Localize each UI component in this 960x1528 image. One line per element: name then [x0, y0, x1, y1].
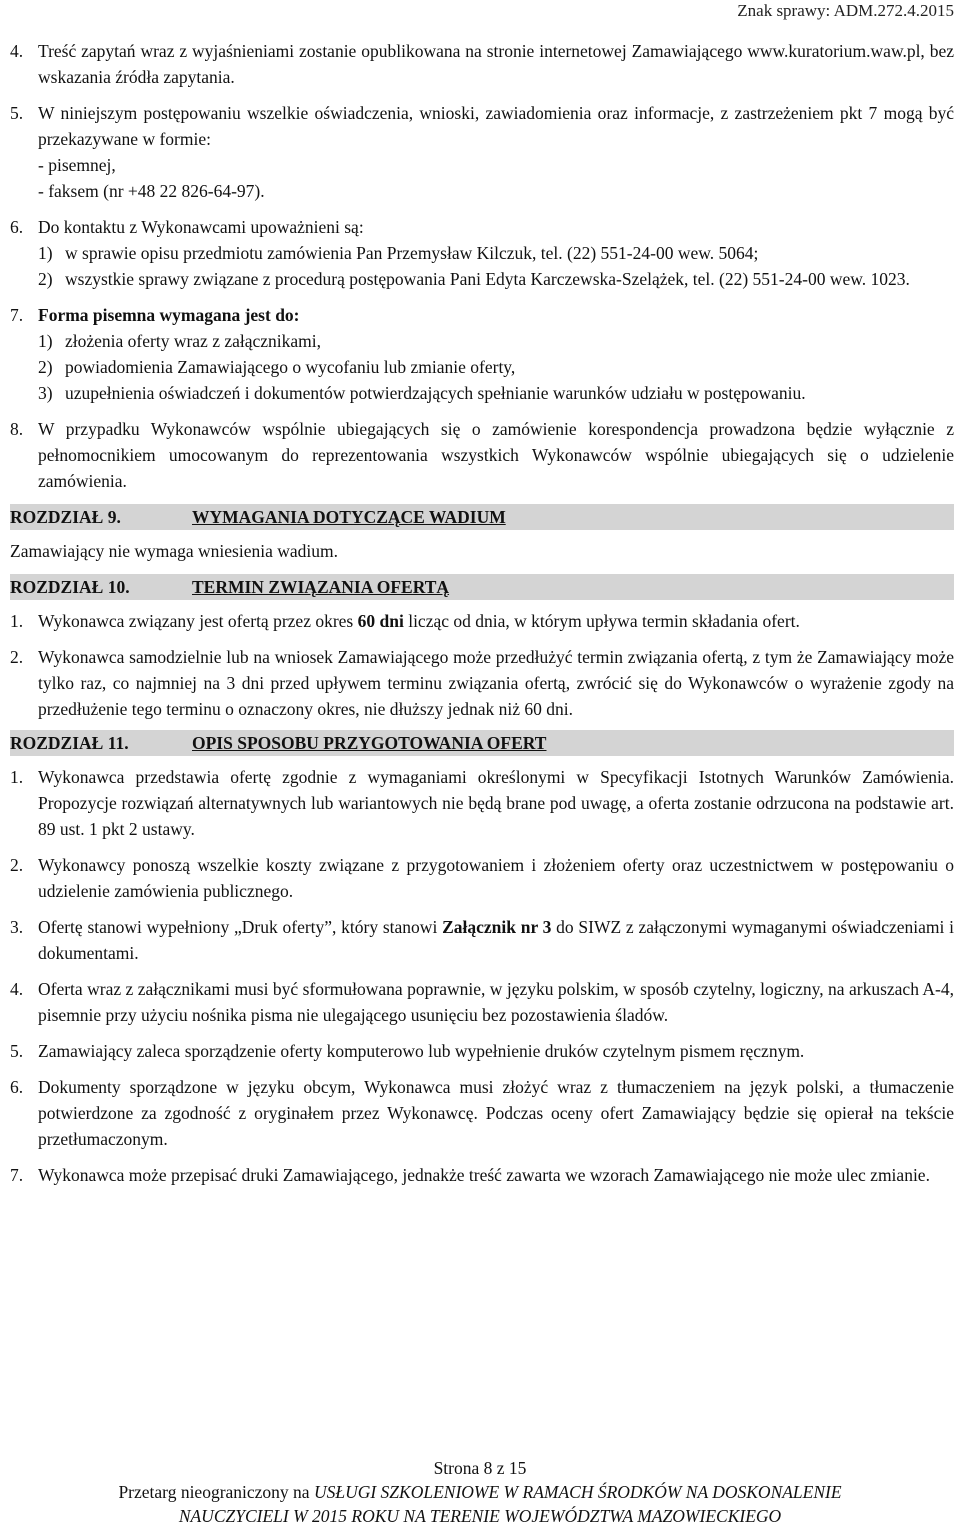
item-number: 3. [10, 917, 24, 937]
footer-line-2: NAUCZYCIELI W 2015 ROKU NA TERENIE WOJEWÓDZTWA MAZOWIECKIEGO [178, 1506, 782, 1526]
sub-item-text: powiadomienia Zamawiającego o wycofaniu lub zmianie oferty, [65, 357, 516, 377]
list-item [10, 644, 954, 722]
list-item [10, 1162, 954, 1188]
item-line: - faksem (nr +48 22 826-64-97). [38, 181, 265, 201]
item-number: 6. [10, 217, 24, 237]
bold-term: 60 dni [357, 611, 404, 631]
item-text: W przypadku Wykonawców wspólnie ubiegających się o zamówienie korespondencja prowadzona będzie wyłącznie z pełnomocnikiem umocowanym do reprezentowania wszystkich Wykonawców wspólnie ubiegających się o udzielenie zamówienia. [38, 419, 954, 491]
sub-item-text: złożenia oferty wraz z załącznikami, [65, 331, 322, 351]
item-text: Zamawiający zaleca sporządzenie oferty komputerowo lub wypełnienie druków czytelnym pismem ręcznym. [38, 1041, 805, 1061]
item-number: 7. [10, 305, 24, 325]
footer-line-1: Przetarg nieograniczony na USŁUGI SZKOLENIOWE W RAMACH ŚRODKÓW NA DOSKONALENIE [118, 1482, 842, 1502]
item-text: Wykonawca związany jest ofertą przez okres 60 dni licząc od dnia, w którym upływa termin składania ofert. [38, 611, 800, 631]
item-text: Dokumenty sporządzone w języku obcym, Wykonawca musi złożyć wraz z tłumaczeniem na język polski, a tłumaczenie potwierdzone za zgodność z oryginałem przez Wykonawcę. Podczas oceny ofert Zamawiający będzie się opierał na tekście przetłumaczonym. [38, 1077, 954, 1149]
bold-term: Załącznik nr 3 [442, 917, 552, 937]
item-text: W niniejszym postępowaniu wszelkie oświadczenia, wnioski, zawiadomienia oraz informacje, z zastrzeżeniem pkt 7 mogą być przekazywane w formie: [38, 103, 954, 149]
sub-item-text: w sprawie opisu przedmiotu zamówienia Pan Przemysław Kilczuk, tel. (22) 551-24-00 wew. 5064; [65, 243, 759, 263]
list-item [10, 852, 954, 904]
sub-item-number: 3) [38, 383, 53, 403]
chapter-title: WYMAGANIA DOTYCZĄCE WADIUM [192, 507, 506, 527]
item-text: Wykonawca samodzielnie lub na wniosek Zamawiającego może przedłużyć termin związania ofertą, z tym że Zamawiający może tylko raz, co najmniej na 3 dni przed upływem terminu związania ofertą, zwrócić się do Wykonawców o wyrażenie zgody na przedłużenie tego terminu o oznaczony okres, nie dłuższy jednak niż 60 dni. [38, 647, 954, 719]
item-number: 5. [10, 103, 24, 123]
item-number: 8. [10, 419, 24, 439]
item-text: Do kontaktu z Wykonawcami upoważnieni są: [38, 217, 364, 237]
list-item [10, 914, 954, 966]
item-number: 4. [10, 41, 24, 61]
page-number: Strona 8 z 15 [433, 1458, 527, 1478]
list-item [10, 100, 954, 204]
item-number: 2. [10, 855, 24, 875]
sub-item-number: 2) [38, 269, 53, 289]
chapter-heading [10, 574, 954, 600]
item-number: 5. [10, 1041, 24, 1061]
item-number: 4. [10, 979, 24, 999]
item-number: 2. [10, 647, 24, 667]
item-text: Ofertę stanowi wypełniony „Druk oferty”, który stanowi Załącznik nr 3 do SIWZ z załączonymi wymaganymi oświadczeniami i dokumentami. [38, 917, 954, 963]
chapter-number: ROZDZIAŁ 10. [10, 577, 130, 597]
list-item [10, 214, 954, 292]
sub-item-number: 1) [38, 331, 53, 351]
list-item [10, 1074, 954, 1152]
chapter-number: ROZDZIAŁ 9. [10, 507, 121, 527]
list-item [10, 1038, 954, 1064]
list-item [10, 302, 954, 406]
item-text: Treść zapytań wraz z wyjaśnieniami zostanie opublikowana na stronie internetowej Zamawiającego www.kuratorium.waw.pl, bez wskazania źródła zapytania. [38, 41, 954, 87]
chapter-text: Zamawiający nie wymaga wniesienia wadium. [10, 541, 339, 561]
sub-item-number: 1) [38, 243, 53, 263]
sub-item-text: wszystkie sprawy związane z procedurą postępowania Pani Edyta Karczewska-Szelążek, tel. (22) 551-24-00 wew. 1023. [65, 269, 910, 289]
chapter-heading [10, 504, 954, 530]
item-text: Forma pisemna wymagana jest do: [38, 305, 300, 325]
sub-item [38, 380, 954, 406]
page-footer [0, 1456, 960, 1528]
chapter-title: OPIS SPOSOBU PRZYGOTOWANIA OFERT [192, 733, 547, 753]
item-number: 6. [10, 1077, 24, 1097]
sub-item [38, 240, 954, 266]
item-number: 1. [10, 767, 24, 787]
sub-item-text: uzupełnienia oświadczeń i dokumentów potwierdzających spełnianie warunków udziału w postępowaniu. [65, 383, 806, 403]
sub-item [38, 354, 954, 380]
item-text: Wykonawca może przepisać druki Zamawiającego, jednakże treść zawarta we wzorach Zamawiającego nie może ulec zmianie. [38, 1165, 930, 1185]
item-number: 1. [10, 611, 24, 631]
document-content [10, 38, 954, 1188]
sub-item [38, 328, 954, 354]
chapter-title: TERMIN ZWIĄZANIA OFERTĄ [192, 577, 450, 597]
list-item [10, 976, 954, 1028]
item-number: 7. [10, 1165, 24, 1185]
case-reference: Znak sprawy: ADM.272.4.2015 [737, 1, 954, 20]
list-item [10, 416, 954, 494]
list-item [10, 38, 954, 90]
item-text: Oferta wraz z załącznikami musi być sformułowana poprawnie, w języku polskim, w sposób czytelny, logiczny, na arkuszach A-4, pisemnie przy użyciu nośnika pisma nie ulegającego usunięciu bez pozostawienia śladów. [38, 979, 954, 1025]
item-text: Wykonawcy ponoszą wszelkie koszty związane z przygotowaniem i złożeniem oferty oraz uczestnictwem w postępowaniu o udzielenie zamówienia publicznego. [38, 855, 954, 901]
sub-item [38, 266, 954, 292]
item-line: - pisemnej, [38, 155, 116, 175]
chapter-number: ROZDZIAŁ 11. [10, 733, 129, 753]
list-item [10, 764, 954, 842]
chapter-heading [10, 730, 954, 756]
list-item [10, 608, 954, 634]
item-text: Wykonawca przedstawia ofertę zgodnie z wymaganiami określonymi w Specyfikacji Istotnych Warunków Zamówienia. Propozycje rozwiązań alternatywnych lub wariantowych nie będą brane pod uwagę, a oferta zostanie odrzucona na podstawie art. 89 ust. 1 pkt 2 ustawy. [38, 767, 954, 839]
sub-item-number: 2) [38, 357, 53, 377]
